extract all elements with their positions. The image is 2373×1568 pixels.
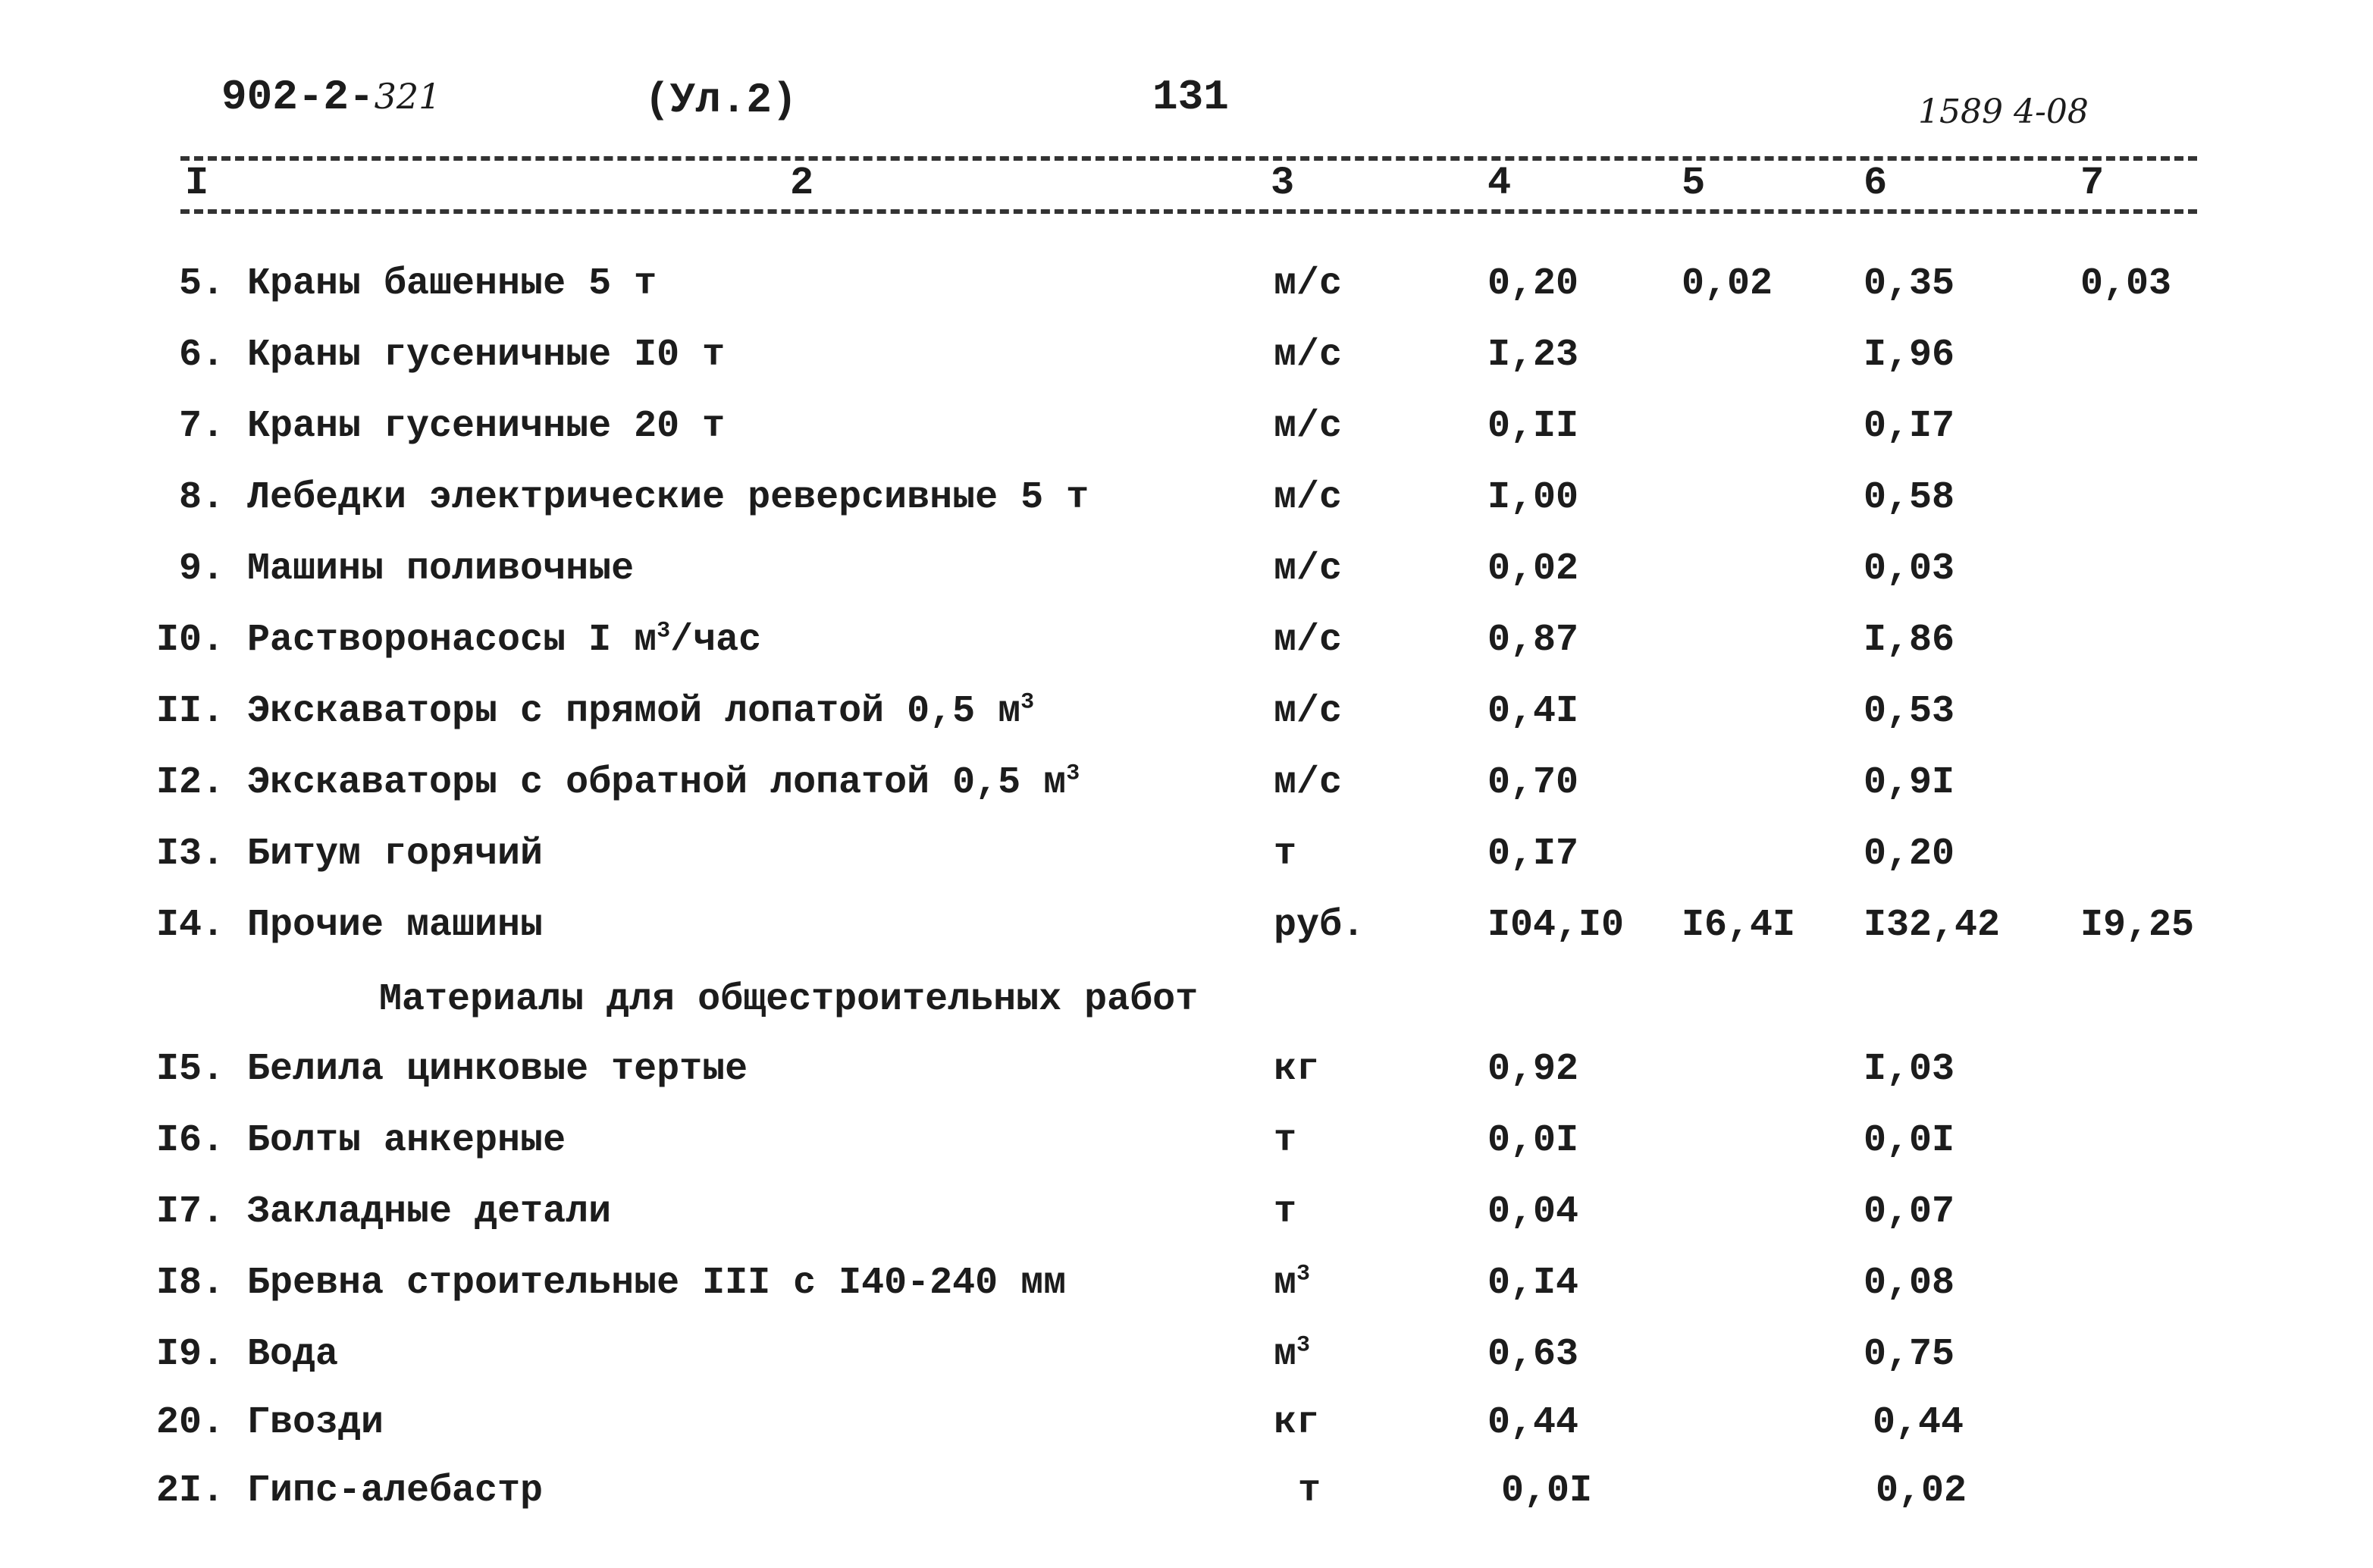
column-number-4: 4 xyxy=(1487,161,1512,205)
table-row xyxy=(0,760,2373,833)
row-unit-superscript: 3 xyxy=(1296,1332,1311,1359)
column-number-6: 6 xyxy=(1864,161,1888,205)
row-unit-text: м xyxy=(1274,1333,1297,1376)
table-row xyxy=(0,1332,2373,1404)
row-col6: 0,I7 xyxy=(1864,405,1955,448)
row-col4: 0,II xyxy=(1487,405,1579,448)
row-col4: 0,02 xyxy=(1487,547,1579,591)
row-unit: м/с xyxy=(1274,476,1343,519)
row-number: I7. xyxy=(155,1190,224,1234)
row-unit xyxy=(1274,1332,1311,1376)
row-name: Лебедки электрические реверсивные 5 т xyxy=(247,476,1089,519)
row-col4: I,00 xyxy=(1487,476,1579,519)
row-unit-text: м xyxy=(1274,1262,1297,1305)
row-unit-superscript: 3 xyxy=(1296,1261,1311,1287)
header-bottom-rule xyxy=(180,209,2197,214)
row-name: Гипс-алебастр xyxy=(247,1469,544,1513)
row-col6: 0,20 xyxy=(1864,833,1955,876)
album-number: (Ул.2) xyxy=(644,76,798,124)
row-col4: 0,63 xyxy=(1487,1333,1579,1376)
row-col6: 0,07 xyxy=(1864,1190,1955,1234)
row-number: II. xyxy=(155,690,224,733)
row-col6: I,03 xyxy=(1864,1048,1955,1091)
row-name: Прочие машины xyxy=(247,904,544,947)
row-name-superscript: 3 xyxy=(1020,689,1035,716)
row-number: I3. xyxy=(155,833,224,876)
row-unit: м/с xyxy=(1274,405,1343,448)
row-col6: 0,9I xyxy=(1864,761,1955,804)
table-row xyxy=(0,904,2373,975)
row-name xyxy=(247,618,762,662)
row-number: I9. xyxy=(155,1333,224,1376)
table-row xyxy=(0,1048,2373,1119)
row-number: 20. xyxy=(155,1401,224,1444)
row-name: Машины поливочные xyxy=(247,547,635,591)
row-col6: 0,44 xyxy=(1873,1401,1964,1444)
row-name-text: Растворонасосы I м xyxy=(247,619,657,662)
row-name xyxy=(247,689,1035,733)
document-code xyxy=(221,73,440,121)
table-row xyxy=(0,547,2373,619)
row-unit: м/с xyxy=(1274,262,1343,306)
header-top-rule xyxy=(180,156,2197,161)
table-row xyxy=(0,334,2373,405)
row-unit: м/с xyxy=(1274,547,1343,591)
column-number-3: 3 xyxy=(1271,161,1295,205)
row-number: I6. xyxy=(155,1119,224,1162)
row-unit: т xyxy=(1274,1119,1297,1162)
row-number: I0. xyxy=(155,619,224,662)
row-col4: 0,0I xyxy=(1501,1469,1593,1513)
column-number-1: I xyxy=(185,161,209,205)
row-name-text: Экскаваторы с прямой лопатой 0,5 м xyxy=(247,690,1021,733)
row-col4: 0,92 xyxy=(1487,1048,1579,1091)
row-col5: I6,4I xyxy=(1682,904,1796,947)
row-col6: 0,75 xyxy=(1864,1333,1955,1376)
table-row xyxy=(0,1401,2373,1472)
row-unit: руб. xyxy=(1274,904,1365,947)
column-number-2: 2 xyxy=(790,161,814,205)
row-col4: 0,87 xyxy=(1487,619,1579,662)
section-title: Материалы для общестроительных работ xyxy=(379,978,1199,1021)
row-col4: 0,70 xyxy=(1487,761,1579,804)
row-number: I2. xyxy=(155,761,224,804)
table-row xyxy=(0,1119,2373,1190)
row-name: Бревна строительные III с I40-240 мм xyxy=(247,1262,1067,1305)
row-col6: 0,08 xyxy=(1864,1262,1955,1305)
table-row xyxy=(0,1469,2373,1541)
row-col4: I,23 xyxy=(1487,334,1579,377)
row-col6: I,86 xyxy=(1864,619,1955,662)
row-unit xyxy=(1274,1261,1311,1305)
document-code-handwritten: 321 xyxy=(374,76,441,117)
row-col6: 0,02 xyxy=(1876,1469,1967,1513)
row-name: Краны гусеничные I0 т xyxy=(247,334,726,377)
row-name xyxy=(247,760,1080,804)
row-unit: м/с xyxy=(1274,334,1343,377)
row-col7: I9,25 xyxy=(2080,904,2195,947)
row-name: Краны гусеничные 20 т xyxy=(247,405,726,448)
archive-number: 1589 4-08 xyxy=(1918,93,2089,131)
table-row xyxy=(0,476,2373,547)
row-number: 6. xyxy=(178,334,224,377)
row-col6: I,96 xyxy=(1864,334,1955,377)
row-name: Закладные детали xyxy=(247,1190,612,1234)
row-name: Вода xyxy=(247,1333,339,1376)
row-number: 2I. xyxy=(155,1469,224,1513)
row-number: I8. xyxy=(155,1262,224,1305)
row-number: 9. xyxy=(178,547,224,591)
column-number-5: 5 xyxy=(1682,161,1706,205)
row-col4: 0,I4 xyxy=(1487,1262,1579,1305)
row-col6: 0,35 xyxy=(1864,262,1955,306)
row-col4: 0,44 xyxy=(1487,1401,1579,1444)
row-name: Гвозди xyxy=(247,1401,384,1444)
table-row xyxy=(0,405,2373,476)
row-col6: 0,53 xyxy=(1864,690,1955,733)
row-unit: кг xyxy=(1274,1048,1320,1091)
page-number: 131 xyxy=(1152,73,1229,121)
row-unit: т xyxy=(1274,833,1297,876)
row-unit: кг xyxy=(1274,1401,1320,1444)
row-col4: I04,I0 xyxy=(1487,904,1625,947)
table-row xyxy=(0,1190,2373,1262)
row-name-tail: /час xyxy=(670,619,762,662)
row-number: 5. xyxy=(178,262,224,306)
row-col6: 0,0I xyxy=(1864,1119,1955,1162)
row-col4: 0,04 xyxy=(1487,1190,1579,1234)
row-col7: 0,03 xyxy=(2080,262,2172,306)
row-col4: 0,I7 xyxy=(1487,833,1579,876)
row-unit: м/с xyxy=(1274,690,1343,733)
row-number: 8. xyxy=(178,476,224,519)
row-unit: т xyxy=(1298,1469,1321,1513)
row-col5: 0,02 xyxy=(1682,262,1773,306)
row-name: Краны башенные 5 т xyxy=(247,262,657,306)
row-unit: м/с xyxy=(1274,761,1343,804)
row-col4: 0,4I xyxy=(1487,690,1579,733)
row-name: Болты анкерные xyxy=(247,1119,566,1162)
row-name-superscript: 3 xyxy=(657,618,671,644)
row-unit: м/с xyxy=(1274,619,1343,662)
table-row xyxy=(0,618,2373,690)
row-name-text: Экскаваторы с обратной лопатой 0,5 м xyxy=(247,761,1067,804)
row-name: Битум горячий xyxy=(247,833,544,876)
row-col4: 0,0I xyxy=(1487,1119,1579,1162)
document-code-printed: 902-2- xyxy=(221,73,375,121)
row-col6: I32,42 xyxy=(1864,904,2001,947)
column-number-7: 7 xyxy=(2080,161,2105,205)
table-row xyxy=(0,833,2373,904)
row-name: Белила цинковые тертые xyxy=(247,1048,748,1091)
table-row xyxy=(0,1261,2373,1333)
table-row xyxy=(0,689,2373,761)
row-unit: т xyxy=(1274,1190,1297,1234)
row-col6: 0,58 xyxy=(1864,476,1955,519)
row-number: I5. xyxy=(155,1048,224,1091)
row-number: 7. xyxy=(178,405,224,448)
row-col6: 0,03 xyxy=(1864,547,1955,591)
row-number: I4. xyxy=(155,904,224,947)
row-name-superscript: 3 xyxy=(1066,760,1080,787)
table-row xyxy=(0,262,2373,334)
row-col4: 0,20 xyxy=(1487,262,1579,306)
